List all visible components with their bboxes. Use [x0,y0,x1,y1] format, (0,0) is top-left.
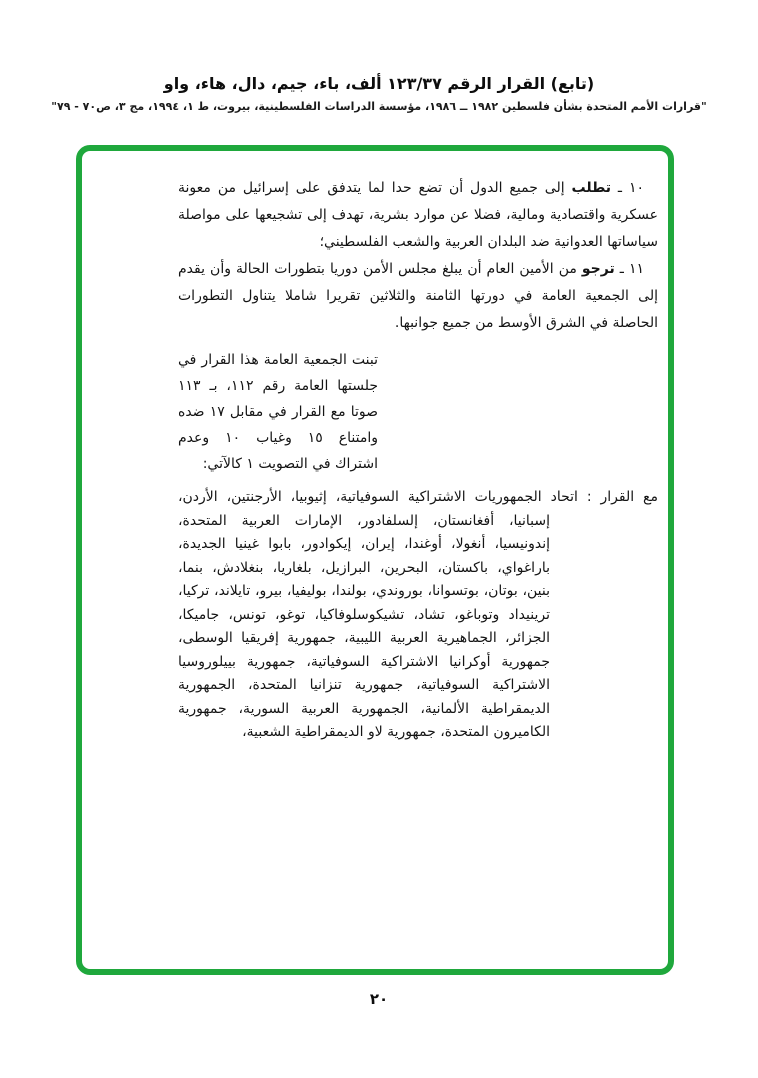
vote-with-label: مع القرار : [586,489,658,505]
clause-10-text: إلى جميع الدول أن تضع حدا لما يتدفق على إسرائيل من معونة عسكرية واقتصادية ومالية، فضلا عن موارد بشرية، تهدف إلى تشجيعها على مواصلة سياساتها العدوانية ضد البلدان العربية والشعب الفلسطيني؛ [178,180,658,250]
vote-summary-note: تبنت الجمعية العامة هذا القرار في جلستها العامة رقم ١١٢، بـ ١١٣ صوتا مع القرار في مقابل ١٧ ضده وامتناع ١٥ وغياب ١٠ وعدم اشتراك في التصويت ١ كالآتي: [178,352,378,472]
resolution-title: (تابع) القرار الرقم ١٢٣/٣٧ ألف، باء، جيم، دال، هاء، واو [163,74,595,93]
resolution-body [82,151,668,745]
page-number: ٢٠ [369,990,389,1008]
page-header [0,74,758,113]
clause-11-separator: ـ [619,261,624,277]
clause-10-number: ١٠ [628,180,645,196]
clause-10-lead-word: تطلب [571,180,611,196]
source-citation: "قرارات الأمم المتحدة بشأن فلسطين ١٩٨٢ ــ ١٩٨٦، مؤسسة الدراسات الفلسطينية، بيروت، ط ١، ١٩٩٤، مج ٣، ص٧٠ - ٧٩" [51,100,707,113]
clause-10 [178,175,658,256]
clause-11-text: من الأمين العام أن يبلغ مجلس الأمن دوريا بتطورات الحالة وأن يقدم إلى الجمعية العامة في دورتها الثامنة والثلاثين تقريرا شاملا يتناول التطورات الحاصلة في الشرق الأوسط من جميع جوانبها. [178,261,658,331]
vote-with-block [178,486,658,745]
clause-11 [178,256,658,337]
vote-with-countries: اتحاد الجمهوريات الاشتراكية السوفياتية، إثيوبيا، الأرجنتين، الأردن، إسبانيا، أفغانستان، إلسلفادور، الإمارات العربية المتحدة، إندونيسيا، أنغولا، أوغندا، إيران، إيكوادور، بابوا غينيا الجديدة، باراغواي، باكستان، البحرين، البرازيل، بلغاريا، بنغلادش، بنما، بنين، بوتان، بوتسوانا، بوروندي، بولندا، بوليفيا، بيرو، تايلاند، تركيا، ترينيداد وتوباغو، تشاد، تشيكوسلوفاكيا، توغو، تونس، جاميكا، الجزائر، الجماهيرية العربية الليبية، جمهورية إفريقيا الوسطى، جمهورية أوكرانيا الاشتراكية السوفياتية، جمهورية بييلوروسيا الاشتراكية السوفياتية، جمهورية تنزانيا المتحدة، الجمهورية الديمقراطية الألمانية، الجمهورية العربية السورية، جمهورية الكاميرون المتحدة، جمهورية لاو الديمقراطية الشعبية، [178,489,578,740]
content-frame [76,145,674,975]
clause-10-separator: ـ [617,180,623,196]
clause-11-number: ١١ [628,261,644,277]
clause-11-lead-word: ترجو [581,261,615,277]
